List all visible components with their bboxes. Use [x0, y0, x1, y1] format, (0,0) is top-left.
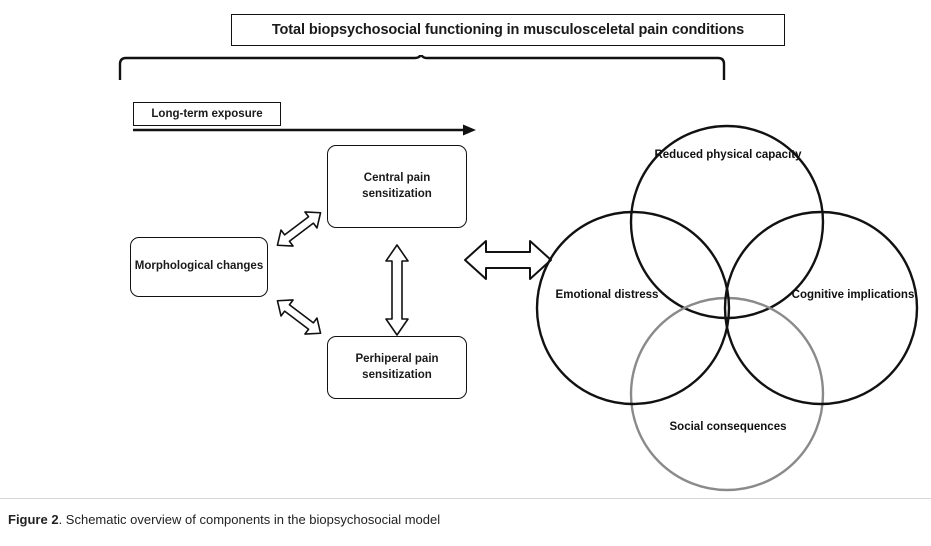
box-morphological-changes: [130, 237, 268, 297]
double-arrow-morphological-to-peripheral-icon: [268, 292, 330, 342]
box-peripheral-pain-sensitization: [327, 336, 467, 399]
box-peripheral-pain-sensitization-label: Perhiperal pain sensitization: [355, 352, 439, 381]
venn-label-reduced-physical-capacity: Reduced physical capacity: [654, 149, 802, 161]
brace-bracket-icon: [118, 55, 726, 81]
box-central-pain-sensitization-label: Central pain sensitization: [362, 171, 432, 200]
venn-diagram: [532, 122, 922, 494]
long-term-exposure-text: Long-term exposure: [151, 108, 263, 120]
figure-title-text: Total biopsychosocial functioning in musculosceletal pain conditions: [271, 22, 745, 38]
figure-caption-text: . Schematic overview of components in the biopsychosocial model: [58, 512, 441, 527]
figure-title-box: [231, 14, 785, 46]
venn-label-social-consequences: Social consequences: [669, 421, 787, 433]
venn-label-cognitive-implications: Cognitive implications: [791, 289, 915, 301]
long-term-exposure-arrow-icon: [133, 124, 476, 138]
double-arrow-central-peripheral-vertical-icon: [380, 242, 414, 338]
box-morphological-changes-label: Morphological changes: [134, 260, 264, 273]
long-term-exposure-label: [133, 102, 281, 126]
figure-caption: [8, 512, 440, 527]
figure-caption-number: Figure 2: [8, 512, 59, 527]
double-arrow-morphological-to-central-icon: [268, 206, 330, 252]
venn-label-emotional-distress: Emotional distress: [555, 289, 659, 301]
box-central-pain-sensitization: [327, 145, 467, 228]
